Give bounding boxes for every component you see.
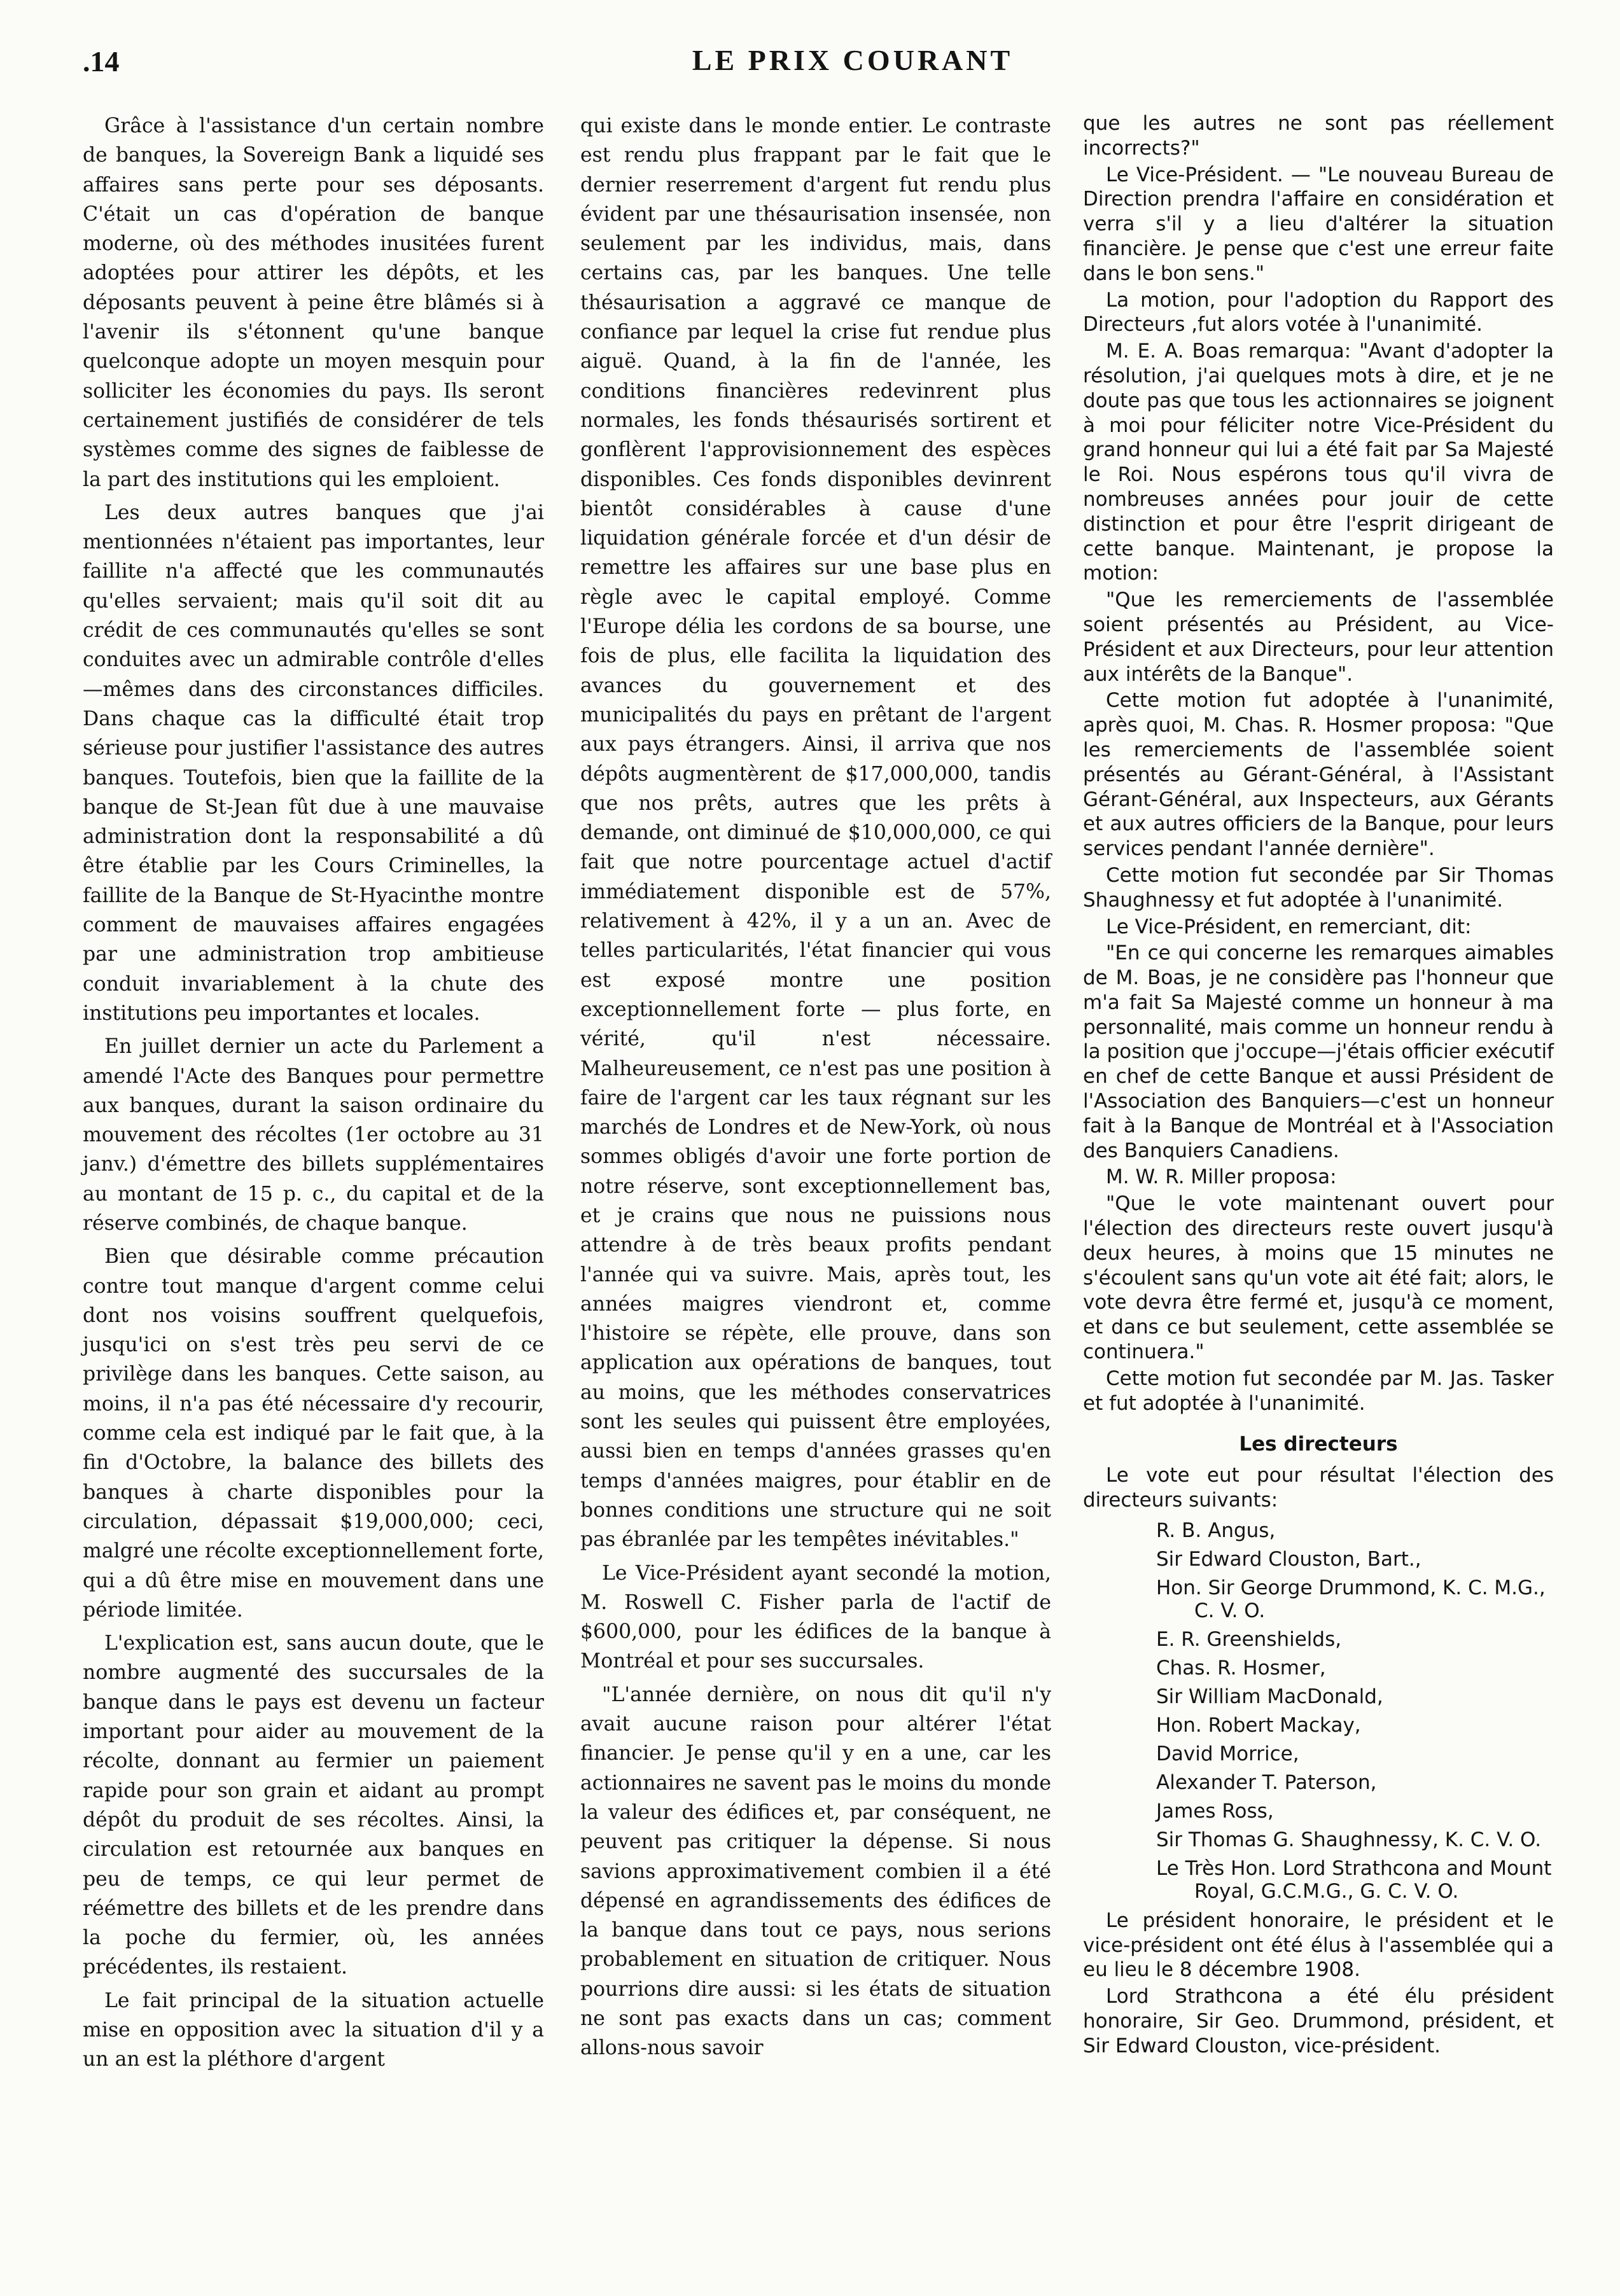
paragraph: M. E. A. Boas remarqua: "Avant d'adopter la résolution, j'ai quelques mots à dire, et je ne doute pas que tous les actionnaires se joignent à moi pour féliciter notre Vice-Président du grand honneur qui lui a été fait par Sa Majesté le Roi. Nous espérons tous qu'il vivra de nombreuses années pour jouir de cette distinction et pour être l'esprit dirigeant de cette banque. Maintenant, je propose la motion: <box>1083 340 1554 585</box>
paragraph: "L'année dernière, on nous dit qu'il n'y avait aucune raison pour altérer l'état financier. Je pense qu'il y en a une, car les actionnaires ne savent pas le moins du monde la valeur des édifices et, par conséquent, ne peuvent pas critiquer la dépense. Si nous savions approximativement combien il a été dépensé en agrandissements des édifices de la banque dans tout ce pays, nous serions probablement en situation de critiquer. Nous pourrions dire aussi: si les états de situation ne sont pas exacts dans un cas; comment allons-nous savoir <box>580 1683 1051 2060</box>
paragraph: Cette motion fut secondée par M. Jas. Tasker et fut adoptée à l'unanimité. <box>1083 1367 1554 1415</box>
journal-title: LE PRIX COURANT <box>692 44 1014 76</box>
paragraph: Le Vice-Président ayant secondé la motion, M. Roswell C. Fisher parla de l'actif de $600,000, pour les édifices de la banque à Montréal et pour ses succursales. <box>580 1561 1051 1673</box>
director-item: Hon. Sir George Drummond, K. C. M.G., C. V. O. <box>1156 1576 1546 1622</box>
paragraph: Le fait principal de la situation actuelle mise en opposition avec la situation d'il y a un an est la pléthore d'argent <box>83 1989 544 2071</box>
page-header <box>83 37 1620 94</box>
director-item: R. B. Angus, <box>1156 1519 1276 1542</box>
director-item: Sir Edward Clouston, Bart., <box>1156 1547 1421 1571</box>
paragraph: M. W. R. Miller proposa: <box>1106 1165 1337 1189</box>
paragraph: Cette motion fut adoptée à l'unanimité, après quoi, M. Chas. R. Hosmer proposa: "Que les remerciements de l'assemblée soient présentés au Gérant-Général, à l'Assistant Gérant-Général, aux Inspecteurs, aux Gérants et aux autres officiers de la Banque, pour leurs services pendant l'année dernière". <box>1083 689 1554 861</box>
paragraph: L'explication est, sans aucun doute, que le nombre augmenté des succursales de la banque dans le pays est devenu un facteur important pour aider au mouvement de la récolte, donnant au fermier un paiement rapide pour son grain et aidant au prompt dépôt du produit de ses récoltes. Ainsi, la circulation est retournée aux banques en peu de temps, ce qui leur permet de réémettre des billets et de les prendre dans la poche du fermier, où, les années précédentes, ils restaient. <box>83 1632 544 1979</box>
paragraph: Le président honoraire, le président et le vice-président ont été élus à l'assemblée qui a eu lieu le 8 décembre 1908. <box>1083 1909 1554 1982</box>
director-item: Sir William MacDonald, <box>1156 1685 1383 1708</box>
paragraph: Grâce à l'assistance d'un certain nombre de banques, la Sovereign Bank a liquidé ses affaires sans perte pour ses déposants. C'était un cas d'opération de banque moderne, où des méthodes inusitées furent adoptées pour attirer les dépôts, et les déposants peuvent à peine être blâmés si à l'avenir ils s'étonnent qu'une banque quelconque adopte un moyen mesquin pour solliciter les économies du pays. Ils seront certainement justifiés de considérer de tels systèmes comme des signes de faiblesse de la part des institutions qui les emploient. <box>83 115 544 491</box>
director-item: James Ross, <box>1156 1799 1274 1823</box>
director-item: Alexander T. Paterson, <box>1156 1771 1377 1794</box>
directors-intro: Le vote eut pour résultat l'élection des directeurs suivants: <box>1083 1464 1554 1512</box>
paragraph: Bien que désirable comme précaution contre tout manque d'argent comme celui dont nos voisins souffrent quelquefois, jusqu'ici on s'est très peu servi de ce privilège dans les banques. Cette saison, au moins, il n'a pas été nécessaire d'y recourir, comme cela est indiqué par le fait que, à la fin d'Octobre, la balance des billets des banques à charte disponibles pour la circulation, dépassait $19,000,000; ceci, malgré une récolte exceptionnellement forte, qui a dû être mise en mouvement dans une période limitée. <box>83 1245 544 1622</box>
paragraph: Lord Strathcona a été élu président honoraire, Sir Geo. Drummond, président, et Sir Edward Clouston, vice-président. <box>1083 1985 1554 2057</box>
paragraph: "Que le vote maintenant ouvert pour l'élection des directeurs reste ouvert jusqu'à deux heures, à moins que 15 minutes ne s'écoulent sans qu'un vote ait été fait; alors, le vote devra être fermé et, jusqu'à ce moment, et dans ce but seulement, cette assemblée se continuera." <box>1083 1192 1554 1364</box>
paragraph: Le Vice-Président, en remerciant, dit: <box>1106 915 1472 938</box>
director-item: Sir Thomas G. Shaughnessy, K. C. V. O. <box>1156 1828 1542 1851</box>
director-item: Hon. Robert Mackay, <box>1156 1713 1361 1737</box>
column-3 <box>1083 111 1554 2061</box>
paragraph: Cette motion fut secondée par Sir Thomas Shaughnessy et fut adoptée à l'unanimité. <box>1083 863 1554 912</box>
director-item: David Morrice, <box>1156 1742 1299 1765</box>
paragraph: "En ce qui concerne les remarques aimables de M. Boas, je ne considère pas l'honneur que m'a fait Sa Majesté comme un honneur à ma personnalité, mais comme un honneur rendu à la position que j'occupe—j'étais officier exécutif en chef de cette Banque et aussi Président de l'Association des Banquiers—c'est un honneur fait à la Banque de Montréal et à l'Association des Banquiers Canadiens. <box>1083 942 1554 1162</box>
paragraph: que les autres ne sont pas réellement incorrects?" <box>1083 112 1554 160</box>
column-2 <box>580 111 1051 2067</box>
page-number: .14 <box>83 45 120 78</box>
column-1 <box>83 111 544 2078</box>
director-item: Le Très Hon. Lord Strathcona and Mount Royal, G.C.M.G., G. C. V. O. <box>1156 1856 1552 1903</box>
paragraph: qui existe dans le monde entier. Le contraste est rendu plus frappant par le fait que le dernier reserrement d'argent fut rendu plus évident par une thésaurisation insensée, non seulement par les individus, mais, dans certains cas, par les banques. Une telle thésaurisation a aggravé ce manque de confiance par lequel la crise fut rendue plus aiguë. Quand, à la fin de l'année, les conditions financières redevinrent plus normales, les fonds thésaurisés sortirent et gonflèrent l'approvisionnement des espèces disponibles. Ces fonds disponibles devinrent bientôt considérables à cause d'une liquidation générale forcée et d'un désir de remettre les affaires sur une base plus en règle avec le capital employé. Comme l'Europe délia les cordons de sa bourse, une fois de plus, elle facilita la liquidation des avances du gouvernement et des municipalités du pays en prêtant de l'argent aux pays étrangers. Ainsi, il arriva que nos dépôts augmentèrent de $17,000,000, tandis que nos prêts, autres que les prêts à demande, ont diminué de $10,000,000, ce qui fait que notre pourcentage actuel d'actif immédiatement disponible est de 57%, relativement à 42%, il y a un an. Avec de telles particularités, l'état financier qui vous est exposé montre une position exceptionnellement forte — plus forte, en vérité, qu'il n'est nécessaire. Malheureusement, ce n'est pas une position à faire de l'argent car les taux régnant sur les marchés de Londres et de New-York, où nous sommes obligés d'avoir une forte portion de notre réserve, sont exceptionnellement bas, et je crains que nous ne puissions nous attendre à de très beaux profits pendant l'année qui va suivre. Mais, après tout, les années maigres viendront et, comme l'histoire se répète, elle prouve, dans son application aux opérations de banques, tout au moins, que les méthodes conservatrices sont les seules qui puissent être employées, aussi bien en temps d'années grasses qu'en temps d'années maigres, pour établir en de bonnes conditions une structure qui ne soit pas ébranlée par les tempêtes inévitables." <box>580 115 1051 1552</box>
directors-list <box>1083 1519 1554 1903</box>
paragraph: Les deux autres banques que j'ai mentionnées n'étaient pas importantes, leur faillite n'a affecté que les communautés qu'elles servaient; mais qu'il soit dit au crédit de ces communautés qu'elles se sont conduites avec un admirable contrôle d'elles—mêmes dans des circonstances difficiles. Dans chaque cas la difficulté était trop sérieuse pour justifier l'assistance des autres banques. Toutefois, bien que la faillite de la banque de St-Jean fût due à une mauvaise administration dont la responsabilité a dû être établie par les Cours Criminelles, la faillite de la Banque de St-Hyacinthe montre comment de mauvaises affaires engagées par une administration trop ambitieuse conduit invariablement à la chute des institutions peu importantes et locales. <box>83 501 544 1025</box>
section-heading: Les directeurs <box>1239 1433 1398 1456</box>
paragraph: "Que les remerciements de l'assemblée soient présentés au Président, au Vice-Président et aux Directeurs, pour leur attention aux intérêts de la Banque". <box>1083 588 1554 686</box>
director-item: E. R. Greenshields, <box>1156 1627 1342 1651</box>
paragraph: Le Vice-Président. — "Le nouveau Bureau de Direction prendra l'affaire en considération et verra s'il y a lieu d'altérer la situation financière. Je pense que c'est une erreur faite dans le bon sens." <box>1083 163 1554 285</box>
paragraph: En juillet dernier un acte du Parlement a amendé l'Acte des Banques pour permettre aux banques, durant la saison ordinaire du mouvement des récoltes (1er octobre au 31 janv.) d'émettre des billets supplémentaires au montant de 15 p. c., du capital et de la réserve combinés, de chaque banque. <box>83 1035 544 1235</box>
director-item: Chas. R. Hosmer, <box>1156 1656 1326 1680</box>
paragraph: La motion, pour l'adoption du Rapport des Directeurs ,fut alors votée à l'unanimité. <box>1083 288 1554 337</box>
